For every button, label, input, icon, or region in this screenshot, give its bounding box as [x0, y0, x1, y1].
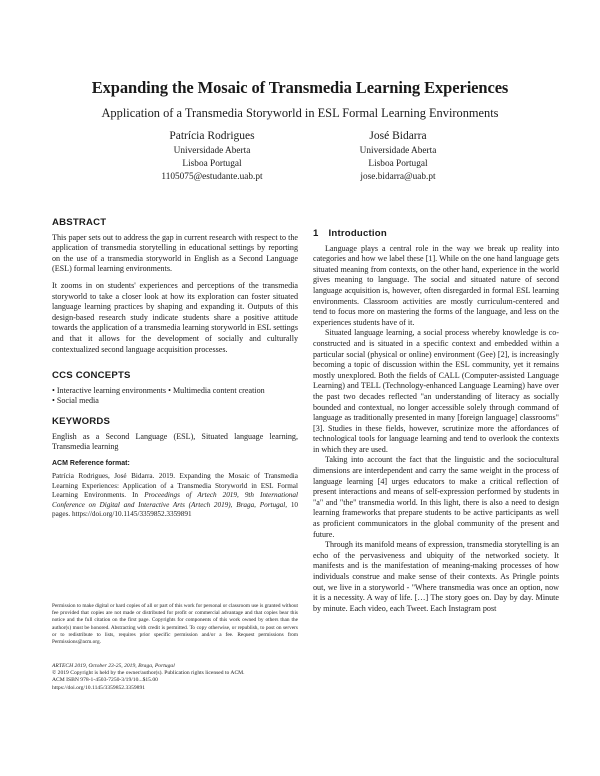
- abstract-paragraph-1: This paper sets out to address the gap in current research with respect to the application of transmedia storytelling in educational settings by reporting on the use of a transmedia storyworld in English as a Second Language (ESL) formal learning environments.: [52, 232, 298, 274]
- author-location: Lisboa Portugal: [368, 159, 428, 169]
- author-affiliation: Universidade Aberta: [173, 146, 251, 156]
- acm-reference-part-2: 10 pages. https://doi.org/10.1145/3359852.3359891: [52, 500, 299, 518]
- section-number: 1: [313, 228, 319, 239]
- author-email[interactable]: jose.bidarra@uab.pt: [360, 172, 436, 182]
- keywords-heading: KEYWORDS: [52, 415, 111, 427]
- author-block-2: [298, 128, 498, 184]
- author-email[interactable]: 1105075@estudante.uab.pt: [161, 172, 263, 182]
- conference-doi[interactable]: https://doi.org/10.1145/3359852.3359891: [52, 684, 146, 691]
- author-name: Patrícia Rodrigues: [169, 130, 255, 142]
- conference-line-3: ACM ISBN 978-1-4503-7250-3/19/10...$15.00: [52, 677, 158, 684]
- author-name: José Bidarra: [369, 130, 427, 142]
- conference-line-1: ARTECH 2019, October 23-25, 2019, Braga, Portugal: [52, 663, 175, 669]
- right-column: [313, 229, 559, 614]
- ccs-line-2: • Social media: [52, 396, 99, 406]
- author-affiliation: Universidade Aberta: [359, 146, 437, 156]
- abstract-paragraph-2: It zooms in on students' experiences and perceptions of the transmedia storyworld to take a closer look at how its exploration can foster situated language learning practices by shaping and expanding it. Outputs of this design-based research study indicate students share a positive attitude towards the application of a transmedia learning storyworld in ESL settings and that it allows for the development of socially and culturally contextualized second language acquisition processes.: [52, 280, 298, 354]
- intro-heading: [313, 229, 559, 240]
- author-location: Lisboa Portugal: [182, 159, 242, 169]
- acm-reference-text: [52, 472, 298, 519]
- acm-reference-venue: Proceedings of Artech 2019, 9th International Conference on Digital and Interactive Arts (Artech 2019), Braga, Portugal,: [52, 491, 298, 509]
- ccs-heading: CCS CONCEPTS: [52, 370, 131, 382]
- conference-line-2: © 2019 Copyright is held by the owner/author(s). Publication rights licensed to ACM.: [52, 670, 245, 677]
- intro-paragraph-3: Taking into account the fact that the linguistic and the sociocultural dimensions are interdependent and carry the same weight in the process of language learning [4] urges educators to make a critical reflection of present interactions and means of self-expression performed by students in "a" and "the" transmedia world. In this light, there is also a need to design learning frameworks that prepare students to be active participants as well as proficient communicators in the global community of the present and future.: [313, 455, 559, 539]
- intro-paragraph-4: Through its manifold means of expression, transmedia storytelling is an echo of the pervasiveness and ubiquity of the networked society. It manifests and is the manifestation of meaning-making processes of how individuals construe and make sense of their contexts. As Pringle points out, we live in a storyworld - "Where transmedia was once an option, now it is a necessity. A way of life. […] The story goes on. Day by day. Minute by minute. Each video, each Tweet. Each Instagram post: [313, 540, 559, 613]
- author-block-1: [112, 128, 312, 184]
- permission-notice: Permission to make digital or hard copies of all or part of this work for personal or classroom use is granted without fee provided that copies are not made or distributed for profit or commercial advantage and that copies bear this notice and the full citation on the first page. Copyrights for components of this work owned by others than the author(s) must be honored. Abstracting with credit is permitted. To copy otherwise, or republish, to post on servers or to redistribute to lists, requires prior specific permission and/or a fee. Request permissions from Permissions@acm.org.: [52, 603, 298, 646]
- keywords-text: English as a Second Language (ESL), Situated language learning, Transmedia learning: [52, 431, 298, 452]
- acm-reference-part-1: Patrícia Rodrigues, José Bidarra. 2019. Expanding the Mosaic of Transmedia Learning Experiences: Application of a Transmedia Storyworld in ESL Formal Learning Environments. In: [52, 472, 298, 500]
- left-column: [52, 218, 298, 519]
- section-title: Introduction: [328, 228, 387, 239]
- paper-title: Expanding the Mosaic of Transmedia Learning Experiences: [91, 78, 509, 97]
- acm-reference-heading: ACM Reference format:: [52, 459, 130, 467]
- paper-subtitle: Application of a Transmedia Storyworld in ESL Formal Learning Environments: [101, 106, 499, 120]
- ccs-line-1: • Interactive learning environments • Multimedia content creation: [52, 385, 265, 395]
- intro-paragraph-1: Language plays a central role in the way we break up reality into categories and how we label these [1]. While on the one hand language gets situated meaning from contexts, on the other hand, experience in the world gives meaning to language. The social and situated nature of second language acquisition is, however, often disregarded in formal ESL learning environments. Classroom activities are mostly curriculum-centered and tend to focus more on mastering the forms of the language, and less on the experiences students have of it.: [313, 243, 559, 327]
- intro-paragraph-2: Situated language learning, a social process whereby knowledge is co-constructed and is situated in a specific context and embedded within a particular social (physical or online) environment (Gee) [2], is increasingly becoming a topic of discussion within the ESL community, yet it remains mostly unexplored. Both the fields of CALL (Computer-assisted Language Learning) and TELL (Technology-enhanced Language Learning) have over the past two decades reflected "an understanding of literacy as socially bounded and contextual, no longer accessible solely through command of language as traditionally presented in many [foreign language] classrooms" [3]. Studies in these fields, however, scrutinize more the affordances of technological tools for language learning and tend to overlook the contexts in which they are used.: [313, 328, 559, 454]
- conference-info: [52, 663, 298, 692]
- abstract-heading: ABSTRACT: [52, 217, 107, 228]
